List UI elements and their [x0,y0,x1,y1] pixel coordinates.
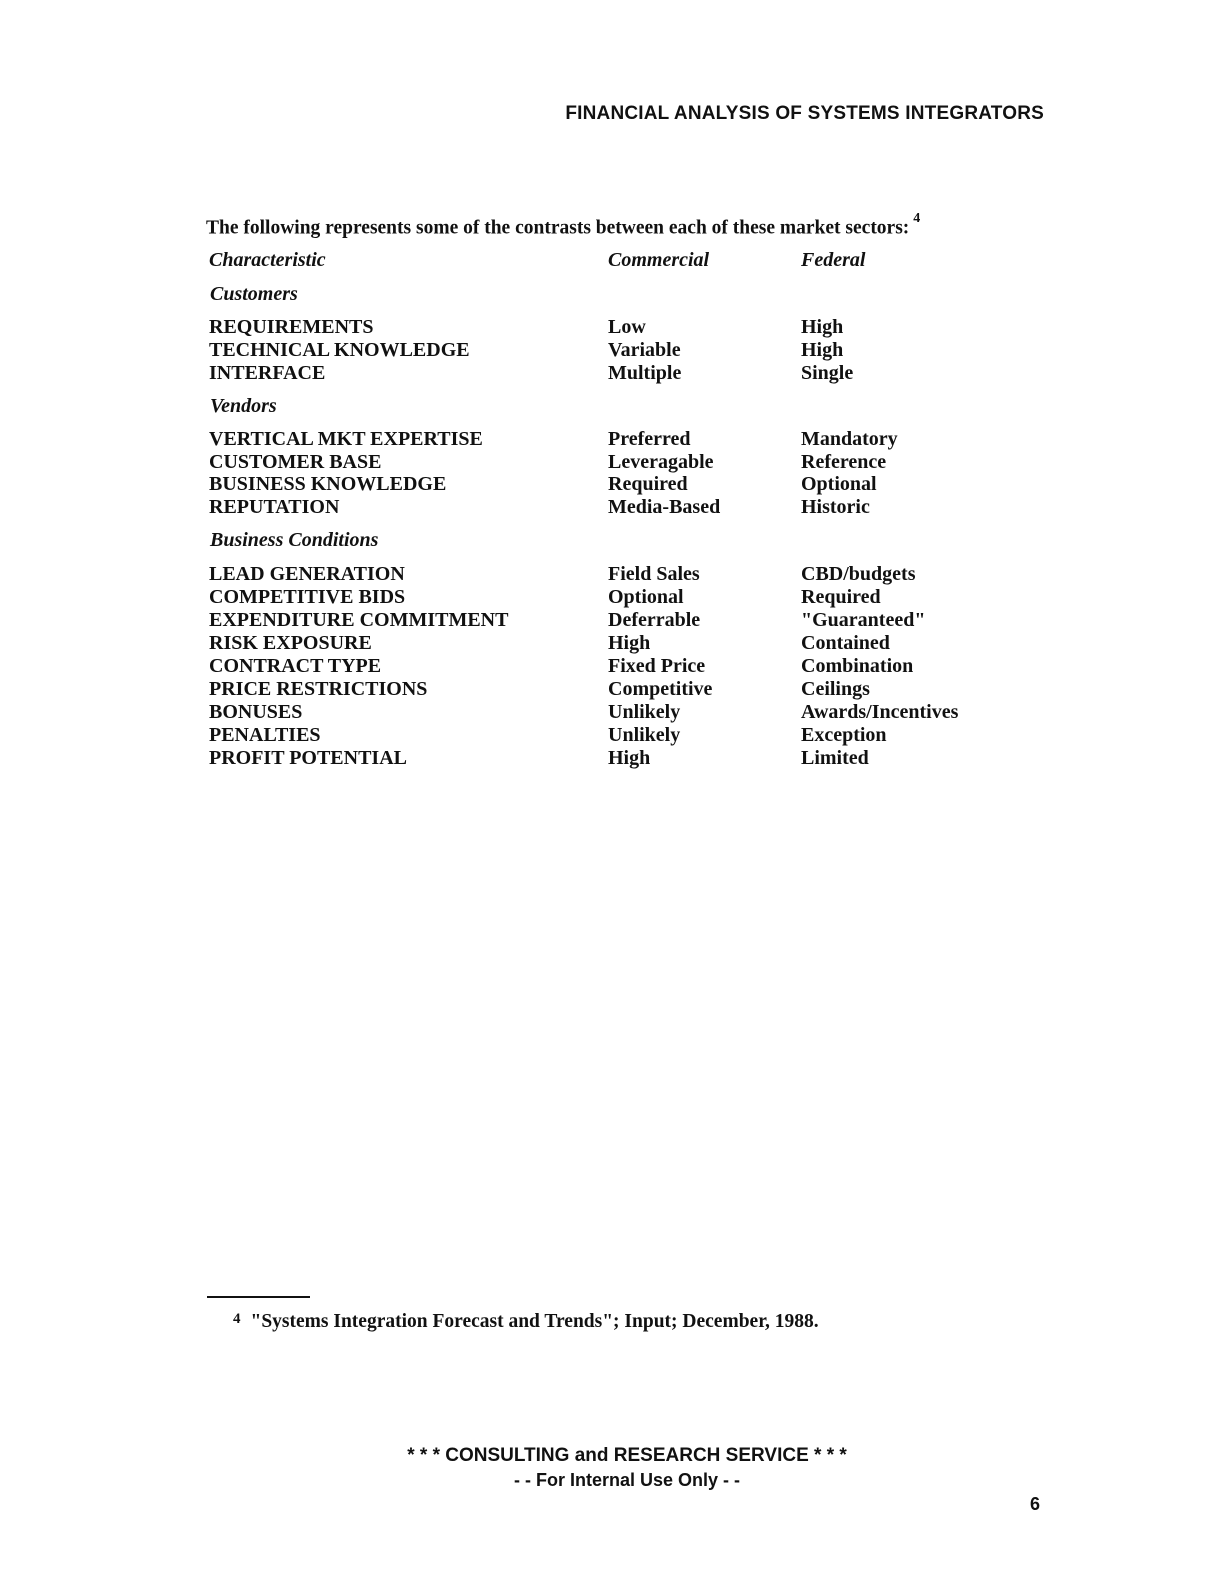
row-federal: Ceilings [801,678,870,700]
row-commercial: High [608,632,651,654]
row-federal: "Guaranteed" [801,609,926,631]
footer-service-line: * * * CONSULTING and RESEARCH SERVICE * * * [407,1445,847,1466]
intro-paragraph [206,211,1044,240]
column-header-federal: Federal [801,249,866,271]
column-header-commercial: Commercial [608,249,710,271]
row-characteristic: EXPENDITURE COMMITMENT [209,609,509,631]
table-row [0,724,1224,747]
table-row [0,586,1224,609]
row-characteristic: RISK EXPOSURE [209,632,372,654]
row-commercial: Unlikely [608,701,681,723]
row-characteristic: PENALTIES [209,724,321,746]
row-commercial: Deferrable [608,609,701,631]
row-characteristic: CUSTOMER BASE [209,451,382,473]
row-commercial: Fixed Price [608,655,706,677]
footnote [233,1311,819,1333]
table-row [0,362,1224,385]
row-commercial: Optional [608,586,684,608]
footer-internal-use-line: - - For Internal Use Only - - [513,1470,741,1490]
intro-footnote-ref: 4 [913,211,921,226]
table-row [0,747,1224,770]
row-characteristic: LEAD GENERATION [209,563,405,585]
section-title-customers: Customers [210,283,298,305]
table-row [0,496,1224,519]
row-federal: Reference [801,451,887,473]
row-federal: Required [801,586,881,608]
row-commercial: Multiple [608,362,682,384]
row-commercial: Unlikely [608,724,681,746]
table-row [0,678,1224,701]
row-characteristic: BUSINESS KNOWLEDGE [209,473,447,495]
row-federal: Limited [801,747,869,769]
row-commercial: Low [608,316,646,338]
row-characteristic: TECHNICAL KNOWLEDGE [209,339,470,361]
row-commercial: Variable [608,339,681,361]
row-characteristic: BONUSES [209,701,303,723]
row-federal: Optional [801,473,877,495]
table-row [0,563,1224,586]
column-header-characteristic: Characteristic [209,249,326,271]
table-row [0,316,1224,339]
footnote-rule [207,1296,310,1298]
row-commercial: Field Sales [608,563,700,585]
table-row [0,632,1224,655]
row-characteristic: VERTICAL MKT EXPERTISE [209,428,483,450]
section-title-vendors: Vendors [210,395,277,417]
row-commercial: Competitive [608,678,713,700]
row-commercial: Leveragable [608,451,714,473]
row-federal: Awards/Incentives [801,701,959,723]
row-commercial: Preferred [608,428,691,450]
table-row [0,473,1224,496]
row-federal: Contained [801,632,890,654]
running-head: FINANCIAL ANALYSIS OF SYSTEMS INTEGRATORS [565,103,1044,124]
row-characteristic: REPUTATION [209,496,340,518]
row-federal: High [801,339,844,361]
footnote-number: 4 [233,1311,241,1327]
table-row [0,609,1224,632]
table-row [0,451,1224,474]
row-federal: Combination [801,655,914,677]
table-row [0,428,1224,451]
table-row [0,339,1224,362]
row-federal: Historic [801,496,870,518]
row-federal: Exception [801,724,887,746]
row-characteristic: PROFIT POTENTIAL [209,747,407,769]
page-number: 6 [1030,1494,1041,1514]
row-commercial: Media-Based [608,496,721,518]
row-characteristic: REQUIREMENTS [209,316,374,338]
table-row [0,655,1224,678]
intro-text: The following represents some of the contrasts between each of these market sectors: [206,217,910,239]
row-commercial: Required [608,473,688,495]
row-characteristic: INTERFACE [209,362,326,384]
row-federal: Single [801,362,854,384]
row-characteristic: COMPETITIVE BIDS [209,586,406,608]
section-title-business-conditions: Business Conditions [210,529,379,551]
table-row [0,701,1224,724]
row-federal: Mandatory [801,428,898,450]
row-characteristic: PRICE RESTRICTIONS [209,678,428,700]
footnote-text: "Systems Integration Forecast and Trends"; Input; December, 1988. [250,1311,819,1332]
row-commercial: High [608,747,651,769]
row-federal: CBD/budgets [801,563,916,585]
row-federal: High [801,316,844,338]
row-characteristic: CONTRACT TYPE [209,655,382,677]
